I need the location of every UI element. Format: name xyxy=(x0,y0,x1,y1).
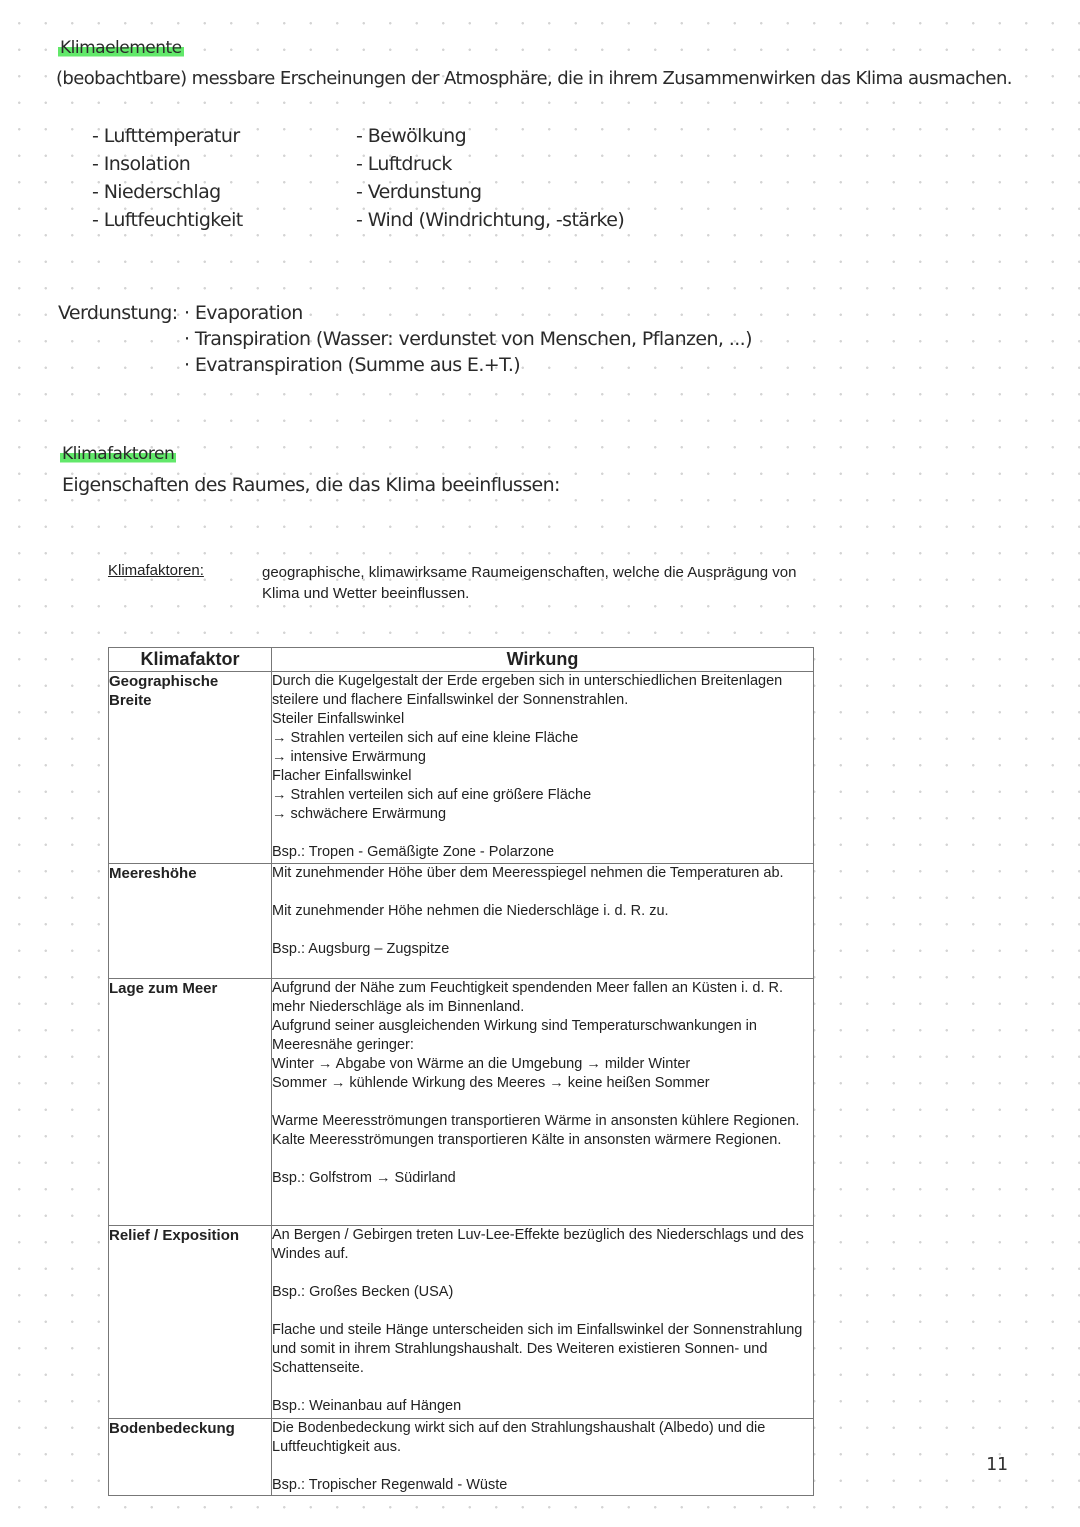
effect-cell xyxy=(272,1226,814,1419)
list-item: - Verdunstung xyxy=(356,181,482,203)
klimafaktoren-title: Klimafaktoren xyxy=(62,444,175,464)
klimaelemente-title: Klimaelemente xyxy=(60,38,182,58)
effect-line: Flacher Einfallswinkel xyxy=(272,768,412,784)
effect-line: Die Bodenbedeckung wirkt sich auf den Strahlungshaushalt (Albedo) und die Luftfeuchtigkeit aus. xyxy=(272,1420,766,1455)
effect-cell xyxy=(272,1419,814,1496)
list-item: · Evaporation xyxy=(184,302,303,324)
table-row xyxy=(109,864,814,979)
list-item: - Bewölkung xyxy=(356,125,467,147)
effect-line: Sommer → kühlende Wirkung des Meeres → keine heißen Sommer xyxy=(272,1075,710,1091)
table-row xyxy=(109,1419,814,1496)
klimaelemente-left-list xyxy=(92,122,243,234)
printed-definition-term: Klimafaktoren: xyxy=(108,562,204,579)
effect-line: Bsp.: Tropen - Gemäßigte Zone - Polarzone xyxy=(272,844,555,860)
effect-line: Warme Meeresströmungen transportieren Wärme in ansonsten kühlere Regionen. xyxy=(272,1113,800,1129)
klimaelemente-definition: (beobachtbare) messbare Erscheinungen der Atmosphäre, die in ihrem Zusammenwirken das Klima ausmachen. xyxy=(56,68,1012,89)
list-item: - Lufttemperatur xyxy=(92,125,240,147)
effect-line: Bsp.: Augsburg – Zugspitze xyxy=(272,941,450,957)
effect-line: Aufgrund der Nähe zum Feuchtigkeit spendenden Meer fallen an Küsten i. d. R. mehr Niederschläge als im Binnenland. xyxy=(272,980,784,1015)
effect-line: Flache und steile Hänge unterscheiden sich im Einfallswinkel der Sonnenstrahlung und somit in ihrem Strahlungshaushalt. Des Weiteren existieren Sonnen- und Schattenseite. xyxy=(272,1322,803,1376)
effect-line: Durch die Kugelgestalt der Erde ergeben sich in unterschiedlichen Breitenlagen steilere und flachere Einfallswinkel der Sonnenstrahlen. xyxy=(272,673,783,708)
effect-line: Mit zunehmender Höhe nehmen die Niederschläge i. d. R. zu. xyxy=(272,903,669,919)
list-item: - Insolation xyxy=(92,153,191,175)
factor-cell: Bodenbedeckung xyxy=(109,1419,272,1496)
effect-line: Steiler Einfallswinkel xyxy=(272,711,405,727)
klimafaktoren-definition: Eigenschaften des Raumes, die das Klima beeinflussen: xyxy=(62,474,560,496)
effect-cell xyxy=(272,979,814,1226)
list-item: - Luftfeuchtigkeit xyxy=(92,209,243,231)
list-item: · Transpiration (Wasser: verdunstet von Menschen, Pflanzen, ...) xyxy=(184,328,752,350)
verdunstung-list xyxy=(184,300,752,378)
effect-line: Bsp.: Großes Becken (USA) xyxy=(272,1284,454,1300)
effect-line: Mit zunehmender Höhe über dem Meeresspiegel nehmen die Temperaturen ab. xyxy=(272,865,784,881)
list-item: - Niederschlag xyxy=(92,181,221,203)
header-wirkung: Wirkung xyxy=(272,648,814,672)
effect-line: → intensive Erwärmung xyxy=(272,749,426,765)
page-number: 11 xyxy=(986,1454,1008,1475)
factor-cell: Relief / Exposition xyxy=(109,1226,272,1419)
header-klimafaktor: Klimafaktor xyxy=(109,648,272,672)
table-header-row xyxy=(109,648,814,672)
effect-line: Bsp.: Tropischer Regenwald - Wüste xyxy=(272,1477,508,1493)
effect-line: → schwächere Erwärmung xyxy=(272,806,447,822)
factor-cell: Lage zum Meer xyxy=(109,979,272,1226)
effect-cell xyxy=(272,864,814,979)
klimafaktoren-table xyxy=(108,647,814,1496)
effect-line: An Bergen / Gebirgen treten Luv-Lee-Effekte bezüglich des Niederschlags und des Windes auf. xyxy=(272,1227,804,1262)
factor-cell: Geographische Breite xyxy=(109,672,272,864)
list-item: - Wind (Windrichtung, -stärke) xyxy=(356,209,625,231)
factor-cell: Meereshöhe xyxy=(109,864,272,979)
list-item: · Evatranspiration (Summe aus E.+T.) xyxy=(184,354,521,376)
list-item: - Luftdruck xyxy=(356,153,452,175)
table-row xyxy=(109,672,814,864)
effect-line: Bsp.: Weinanbau auf Hängen xyxy=(272,1398,462,1414)
effect-line: → Strahlen verteilen sich auf eine größere Fläche xyxy=(272,787,592,803)
effect-line: → Strahlen verteilen sich auf eine kleine Fläche xyxy=(272,730,579,746)
table-row xyxy=(109,1226,814,1419)
klimaelemente-right-list xyxy=(356,122,624,234)
effect-line: Winter → Abgabe von Wärme an die Umgebung → milder Winter xyxy=(272,1056,691,1072)
effect-cell xyxy=(272,672,814,864)
table-row xyxy=(109,979,814,1226)
printed-definition-text: geographische, klimawirksame Raumeigenschaften, welche die Ausprägung von Klima und Wetter beeinflussen. xyxy=(262,564,797,602)
effect-line: Bsp.: Golfstrom → Südirland xyxy=(272,1170,456,1186)
effect-line: Kalte Meeresströmungen transportieren Kälte in ansonsten wärmere Regionen. xyxy=(272,1132,782,1148)
effect-line: Aufgrund seiner ausgleichenden Wirkung sind Temperaturschwankungen in Meeresnähe geringer: xyxy=(272,1018,757,1053)
verdunstung-label: Verdunstung: xyxy=(58,302,178,324)
